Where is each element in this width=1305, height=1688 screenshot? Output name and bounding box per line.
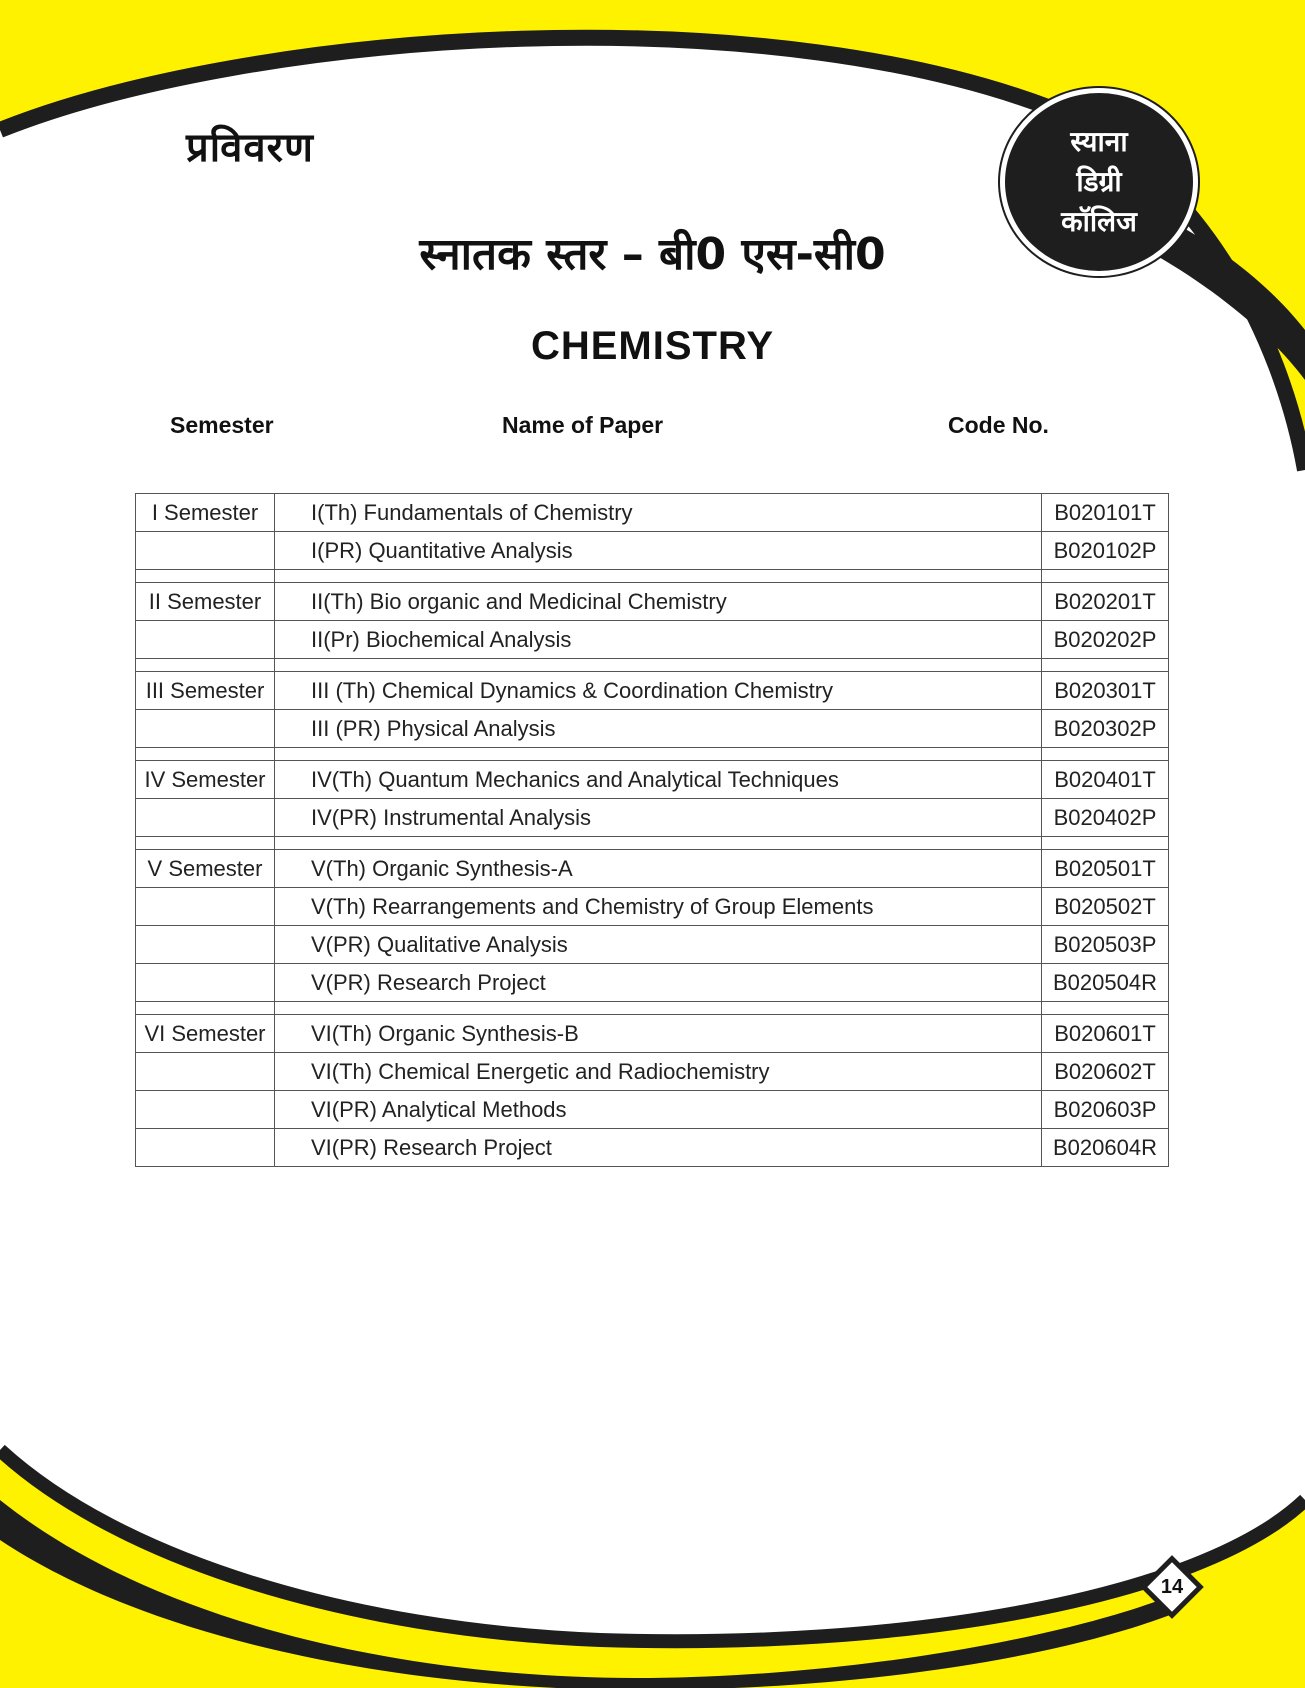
table-row bbox=[136, 1015, 1169, 1053]
page-number: 14 bbox=[1160, 1576, 1184, 1598]
column-header-paper: Name of Paper bbox=[502, 412, 664, 438]
semester-cell bbox=[136, 926, 275, 964]
section-label: प्रविवरण bbox=[186, 125, 314, 171]
paper-name-cell: III (PR) Physical Analysis bbox=[275, 710, 1042, 748]
paper-code-cell: B020402P bbox=[1042, 799, 1169, 837]
papers-table bbox=[135, 493, 1169, 1167]
paper-name-cell: V(PR) Qualitative Analysis bbox=[275, 926, 1042, 964]
page-title: स्नातक स्तर – बी0 एस-सी0 bbox=[419, 229, 886, 280]
semester-separator bbox=[136, 748, 1169, 761]
table-row bbox=[136, 1129, 1169, 1167]
table-row bbox=[136, 710, 1169, 748]
semester-separator bbox=[136, 570, 1169, 583]
paper-code-cell: B020603P bbox=[1042, 1091, 1169, 1129]
paper-name-cell: II(Th) Bio organic and Medicinal Chemistry bbox=[275, 583, 1042, 621]
semester-cell bbox=[136, 1129, 275, 1167]
semester-cell bbox=[136, 532, 275, 570]
table-row bbox=[136, 926, 1169, 964]
paper-name-cell: II(Pr) Biochemical Analysis bbox=[275, 621, 1042, 659]
paper-code-cell: B020202P bbox=[1042, 621, 1169, 659]
semester-cell bbox=[136, 799, 275, 837]
semester-cell bbox=[136, 710, 275, 748]
paper-name-cell: I(Th) Fundamentals of Chemistry bbox=[275, 494, 1042, 532]
table-row bbox=[136, 532, 1169, 570]
paper-name-cell: III (Th) Chemical Dynamics & Coordination Chemistry bbox=[275, 672, 1042, 710]
table-row bbox=[136, 1053, 1169, 1091]
paper-name-cell: VI(PR) Research Project bbox=[275, 1129, 1042, 1167]
paper-code-cell: B020504R bbox=[1042, 964, 1169, 1002]
paper-name-cell: V(PR) Research Project bbox=[275, 964, 1042, 1002]
semester-cell: VI Semester bbox=[136, 1015, 275, 1053]
table-row bbox=[136, 799, 1169, 837]
paper-name-cell: VI(PR) Analytical Methods bbox=[275, 1091, 1042, 1129]
paper-code-cell: B020302P bbox=[1042, 710, 1169, 748]
column-header-code: Code No. bbox=[948, 412, 1049, 438]
table-row bbox=[136, 672, 1169, 710]
semester-cell: I Semester bbox=[136, 494, 275, 532]
paper-name-cell: VI(Th) Chemical Energetic and Radiochemistry bbox=[275, 1053, 1042, 1091]
column-header-semester: Semester bbox=[170, 412, 274, 438]
table-row bbox=[136, 888, 1169, 926]
paper-code-cell: B020503P bbox=[1042, 926, 1169, 964]
paper-name-cell: V(Th) Organic Synthesis-A bbox=[275, 850, 1042, 888]
table-row bbox=[136, 1091, 1169, 1129]
badge-line-3: कॉलिज bbox=[1061, 205, 1137, 238]
paper-code-cell: B020102P bbox=[1042, 532, 1169, 570]
table-row bbox=[136, 583, 1169, 621]
semester-separator bbox=[136, 837, 1169, 850]
semester-cell bbox=[136, 964, 275, 1002]
semester-separator bbox=[136, 1002, 1169, 1015]
paper-code-cell: B020604R bbox=[1042, 1129, 1169, 1167]
paper-code-cell: B020101T bbox=[1042, 494, 1169, 532]
paper-code-cell: B020601T bbox=[1042, 1015, 1169, 1053]
paper-code-cell: B020602T bbox=[1042, 1053, 1169, 1091]
paper-name-cell: VI(Th) Organic Synthesis-B bbox=[275, 1015, 1042, 1053]
semester-cell bbox=[136, 1053, 275, 1091]
paper-code-cell: B020502T bbox=[1042, 888, 1169, 926]
badge-line-1: स्याना bbox=[1070, 125, 1128, 158]
paper-code-cell: B020501T bbox=[1042, 850, 1169, 888]
paper-code-cell: B020401T bbox=[1042, 761, 1169, 799]
table-row bbox=[136, 964, 1169, 1002]
paper-name-cell: V(Th) Rearrangements and Chemistry of Group Elements bbox=[275, 888, 1042, 926]
paper-name-cell: I(PR) Quantitative Analysis bbox=[275, 532, 1042, 570]
semester-cell bbox=[136, 621, 275, 659]
semester-cell: III Semester bbox=[136, 672, 275, 710]
semester-cell bbox=[136, 888, 275, 926]
table-row bbox=[136, 494, 1169, 532]
badge-line-2: डिग्री bbox=[1076, 165, 1122, 198]
paper-name-cell: IV(Th) Quantum Mechanics and Analytical Techniques bbox=[275, 761, 1042, 799]
semester-separator bbox=[136, 659, 1169, 672]
semester-cell: IV Semester bbox=[136, 761, 275, 799]
table-row bbox=[136, 850, 1169, 888]
paper-code-cell: B020301T bbox=[1042, 672, 1169, 710]
paper-code-cell: B020201T bbox=[1042, 583, 1169, 621]
semester-cell: V Semester bbox=[136, 850, 275, 888]
subject-title: CHEMISTRY bbox=[530, 324, 775, 368]
table-row bbox=[136, 761, 1169, 799]
table-row bbox=[136, 621, 1169, 659]
semester-cell: II Semester bbox=[136, 583, 275, 621]
semester-cell bbox=[136, 1091, 275, 1129]
paper-name-cell: IV(PR) Instrumental Analysis bbox=[275, 799, 1042, 837]
